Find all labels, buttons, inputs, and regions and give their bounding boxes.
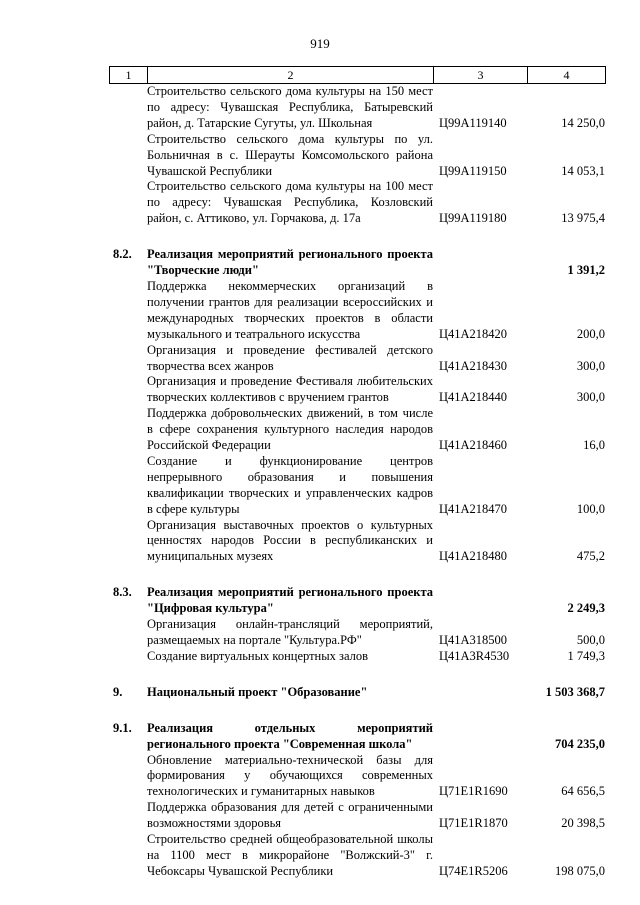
row-amount: 500,0: [576, 633, 605, 647]
table-row: [109, 518, 605, 566]
row-description: Организация выставочных проектов о культурных ценностях народов России в республиканских и муниципальных музеях: [147, 517, 433, 564]
row-amount: 14 053,1: [561, 163, 605, 178]
row-amount: 1 749,3: [567, 648, 605, 663]
row-code: Ц99А119180: [439, 211, 507, 226]
row-description: Поддержка некоммерческих организаций в получении грантов для реализации всероссийских и международных творческих проектов в области музыкального и театрального искусства: [147, 278, 433, 341]
table-row: [109, 406, 605, 454]
row-description: Обновление материально-технической базы для формирования у обучающихся современных технологических и гуманитарных навыков: [147, 752, 433, 799]
row-amount: 20 398,5: [561, 816, 605, 831]
section-title: Реализация мероприятий регионального проекта "Цифровая культура": [147, 585, 433, 616]
table-row: [109, 343, 605, 375]
row-amount: 475,2: [576, 549, 605, 564]
budget-table-body: [109, 84, 605, 880]
header-col-1: 1: [110, 67, 148, 84]
row-description: Строительство средней общеобразовательной школы на 1100 мест в микрорайоне "Волжский-3" г. Чебоксары Чувашской Республики: [147, 832, 433, 878]
section-number: 8.3.: [113, 585, 132, 600]
row-code: Ц41А218430: [439, 358, 508, 373]
section-total: 1 503 368,7: [545, 684, 605, 699]
row-description: Поддержка образования для детей с ограниченными возможностями здоровья: [147, 800, 433, 831]
section-number: 9.: [113, 684, 123, 699]
table-header: [109, 66, 606, 84]
section-number: 9.1.: [113, 720, 132, 735]
row-code: Ц71Е1R1870: [439, 816, 508, 831]
row-code: Ц41А218420: [439, 326, 508, 341]
table-row: [109, 800, 605, 832]
row-code: Ц41А318500: [439, 633, 508, 647]
section-title: Реализация мероприятий регионального проекта "Творческие люди": [147, 247, 433, 278]
table-row: [109, 454, 605, 518]
row-description: Строительство сельского дома культуры по ул. Больничная в с. Шерауты Комсомольского района Чувашской Республики: [147, 131, 433, 178]
row-description: Строительство сельского дома культуры на 150 мест по адресу: Чувашская Республика, Батыревский район, д. Татарские Сугуты, ул. Школьная: [147, 84, 433, 130]
table-row: [109, 84, 605, 132]
section-title: Национальный проект "Образование": [147, 684, 368, 699]
row-description: Строительство сельского дома культуры на 100 мест по адресу: Чувашская Республика, Козловский район, с. Аттиково, ул. Горчакова, д. 17а: [147, 179, 433, 226]
page-number: 919: [310, 36, 330, 51]
row-code: Ц71Е1R1690: [439, 784, 508, 799]
row-amount: 14 250,0: [561, 115, 605, 130]
row-code: Ц41А218460: [439, 438, 508, 453]
row-description: Создание и функционирование центров непрерывного образования и повышения квалификации творческих и управленческих кадров в сфере культуры: [147, 453, 433, 516]
row-amount: 300,0: [576, 390, 605, 405]
section-row: [109, 585, 605, 617]
table-row: [109, 753, 605, 801]
section-number: 8.2.: [113, 247, 132, 262]
row-code: Ц41А218440: [439, 390, 508, 405]
row-code: Ц41А218470: [439, 501, 508, 516]
row-code: Ц99А119140: [439, 115, 507, 130]
section-row: [109, 247, 605, 279]
row-amount: 16,0: [583, 438, 605, 453]
row-description: Организация и проведение фестивалей детского творчества всех жанров: [147, 342, 433, 373]
section-row: [109, 685, 605, 701]
header-col-2: 2: [148, 67, 434, 84]
row-amount: 100,0: [576, 501, 605, 516]
section-title: Реализация отдельных мероприятий регионального проекта "Современная школа": [147, 720, 433, 751]
row-code: Ц99А119150: [439, 163, 507, 178]
row-description: Организация онлайн-трансляций мероприятий, размещаемых на портале "Культура.РФ": [147, 617, 433, 647]
table-row: [109, 832, 605, 880]
row-amount: 198 075,0: [555, 863, 605, 878]
row-description: Поддержка добровольческих движений, в том числе в сфере сохранения культурного наследия народов Российской Федерации: [147, 406, 433, 453]
row-amount: 64 656,5: [561, 784, 605, 799]
header-col-4: 4: [528, 67, 606, 84]
row-amount: 300,0: [576, 358, 605, 373]
row-description: Создание виртуальных концертных залов: [147, 648, 368, 663]
table-row: [109, 179, 605, 227]
header-col-3: 3: [434, 67, 528, 84]
row-amount: 13 975,4: [561, 211, 605, 226]
section-row: [109, 721, 605, 753]
table-row: [109, 132, 605, 180]
row-code: Ц74Е1R5206: [439, 863, 508, 878]
row-amount: 200,0: [576, 326, 605, 341]
table-row: [109, 649, 605, 665]
row-code: Ц41А218480: [439, 549, 508, 564]
table-row: [109, 374, 605, 406]
table-row: [109, 279, 605, 343]
section-total: 704 235,0: [555, 736, 605, 751]
section-total: 2 249,3: [567, 601, 605, 616]
section-total: 1 391,2: [567, 263, 605, 278]
row-description: Организация и проведение Фестиваля любительских творческих коллективов с вручением грантов: [147, 374, 433, 405]
table-row: [109, 617, 605, 649]
row-code: Ц41А3R4530: [439, 648, 510, 663]
